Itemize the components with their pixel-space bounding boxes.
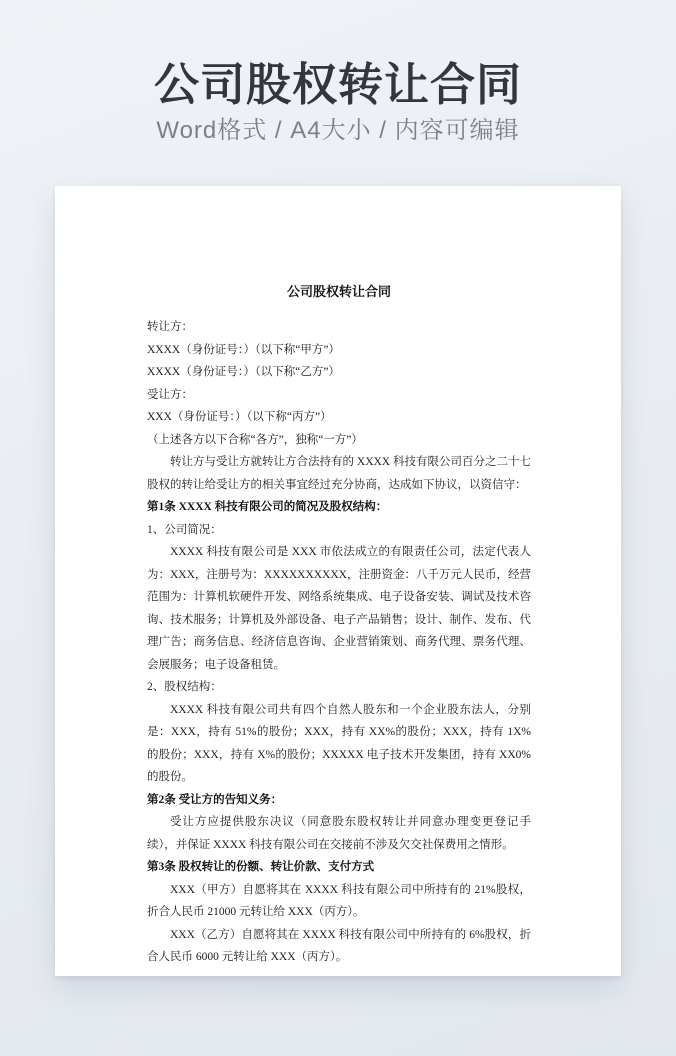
doc-paragraph-party-b: XXXX（身份证号：）（以下称“乙方”）	[147, 366, 340, 378]
document-title: 公司股权转让合同	[286, 284, 391, 299]
doc-paragraph-transfer-party-b: XXX（乙方）自愿将其在 XXXX 科技有限公司中所持有的 6%股权，折合人民币 6000 元转让给 XXX（丙方）。	[147, 928, 531, 963]
template-header	[0, 58, 676, 146]
doc-paragraph-equity-structure: XXXX 科技有限公司共有四个自然人股东和一个企业股东法人，分别是：XXX，持有 51%的股份；XXX，持有 XX%的股份；XXX，持有 1X%的股份；XXX，持有 X%的股份；XXXXX 电子技术开发集团，持有 XX0%的股份。	[147, 703, 531, 783]
doc-heading-article-1: 第1条 XXXX 科技有限公司的简况及股权结构：	[147, 501, 388, 513]
doc-paragraph-parties-note: （上述各方以下合称“各方”，独称“一方”）	[147, 433, 363, 446]
doc-paragraph-company-profile-label: 1、公司简况：	[147, 523, 222, 536]
doc-paragraph-party-c: XXX（身份证号：）（以下称“丙方”）	[147, 411, 332, 423]
doc-heading-article-2: 第2条 受让方的告知义务：	[147, 793, 283, 806]
document-page	[55, 186, 621, 976]
doc-paragraph-notification-duty: 受让方应提供股东决议（同意股东股权转让并同意办理变更登记手续），并保证 XXXX 科技有限公司在交接前不涉及欠交社保费用之情形。	[147, 816, 531, 851]
doc-paragraph-transfer-party-a: XXX（甲方）自愿将其在 XXXX 科技有限公司中所持有的 21%股权，折合人民币 21000 元转让给 XXX（丙方）。	[147, 883, 531, 918]
doc-paragraph-preamble: 转让方与受让方就转让方合法持有的 XXXX 科技有限公司百分之二十七股权的转让给受让方的相关事宜经过充分协商，达成如下协议，以资信守：	[147, 456, 531, 491]
template-subtitle: Word格式 / A4大小 / 内容可编辑	[156, 117, 520, 144]
doc-paragraph-equity-structure-label: 2、股权结构：	[147, 681, 222, 693]
template-title: 公司股权转让合同	[153, 59, 522, 110]
doc-paragraph-party-a: XXXX（身份证号：）（以下称“甲方”）	[147, 343, 340, 356]
doc-paragraph-company-profile: XXXX 科技有限公司是 XXX 市依法成立的有限责任公司，法定代表人为：XXX，注册号为：XXXXXXXXXX，注册资金：八千万元人民币，经营范围为：计算机软硬件开发、网络系统集成、电子设备安装、调试及技术咨询、技术服务；计算机及外部设备、电子产品销售；设计、制作、发布、代理广告；商务信息、经济信息咨询、企业营销策划、商务代理、票务代理、会展服务；电子设备租赁。	[147, 546, 531, 671]
doc-paragraph-transferee-label: 受让方：	[147, 388, 193, 401]
doc-paragraph-transferor-label: 转让方：	[147, 321, 193, 333]
doc-heading-article-3: 第3条 股权转让的份额、转让价款、支付方式	[147, 861, 375, 873]
